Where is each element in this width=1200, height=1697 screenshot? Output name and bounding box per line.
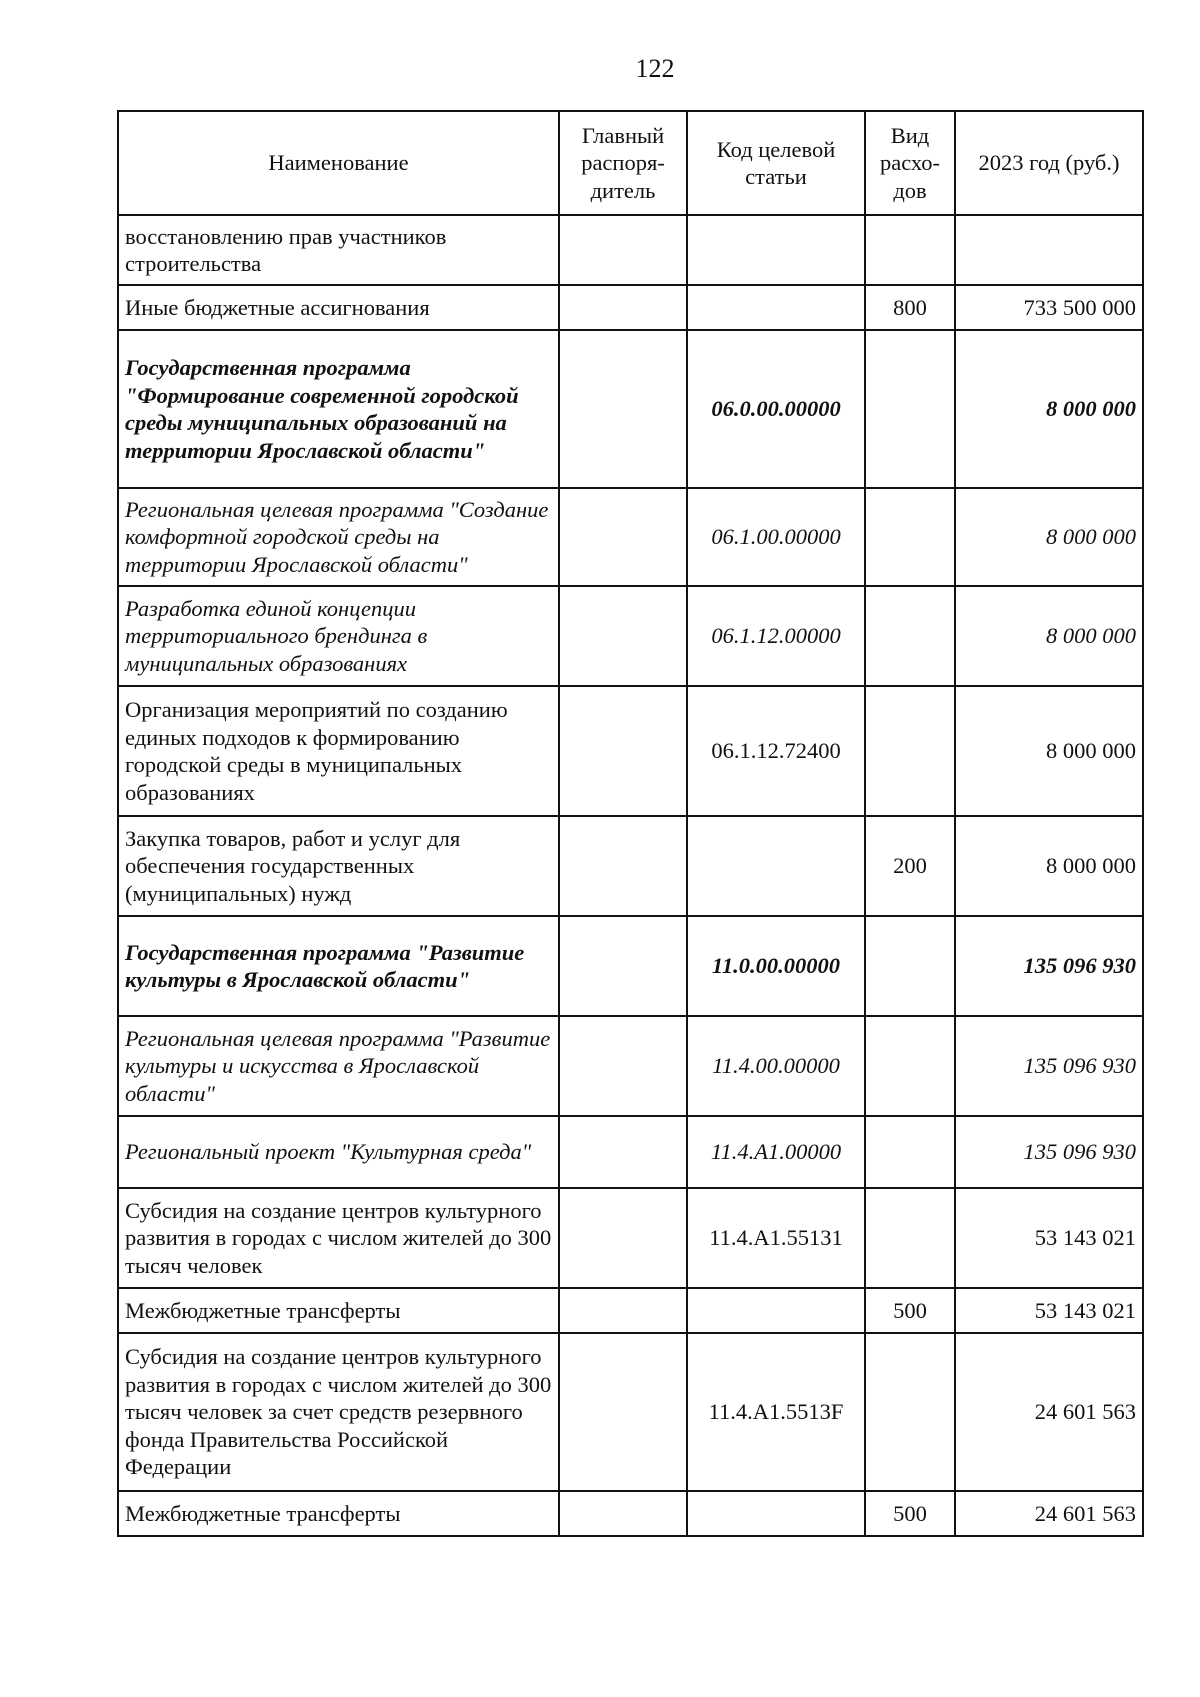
table-row [118, 686, 1143, 816]
cell-kind [865, 1188, 955, 1288]
table-row [118, 1188, 1143, 1288]
cell-sum: 53 143 021 [955, 1288, 1143, 1333]
cell-name: восстановлению прав участников строительства [118, 215, 559, 285]
cell-code: 11.4.A1.5513F [687, 1333, 865, 1491]
cell-sum: 8 000 000 [955, 816, 1143, 916]
table-row [118, 1116, 1143, 1188]
cell-code: 06.1.12.72400 [687, 686, 865, 816]
cell-sum: 8 000 000 [955, 686, 1143, 816]
cell-code [687, 816, 865, 916]
header-name: Наименование [118, 111, 559, 215]
cell-admin [559, 1288, 687, 1333]
cell-kind: 500 [865, 1288, 955, 1333]
cell-name: Межбюджетные трансферты [118, 1491, 559, 1536]
cell-admin [559, 215, 687, 285]
cell-code: 06.1.12.00000 [687, 586, 865, 686]
cell-code [687, 1491, 865, 1536]
table-row [118, 1333, 1143, 1491]
cell-admin [559, 330, 687, 488]
cell-sum: 8 000 000 [955, 330, 1143, 488]
cell-name: Региональный проект "Культурная среда" [118, 1116, 559, 1188]
cell-sum: 53 143 021 [955, 1188, 1143, 1288]
table-row [118, 586, 1143, 686]
cell-admin [559, 1116, 687, 1188]
table-row [118, 1288, 1143, 1333]
cell-sum: 135 096 930 [955, 1116, 1143, 1188]
cell-kind [865, 686, 955, 816]
cell-kind: 200 [865, 816, 955, 916]
cell-code: 11.0.00.00000 [687, 916, 865, 1016]
header-admin: Главный распоря-дитель [559, 111, 687, 215]
cell-sum: 135 096 930 [955, 1016, 1143, 1116]
budget-table [117, 110, 1144, 1537]
cell-kind [865, 488, 955, 586]
cell-code: 06.0.00.00000 [687, 330, 865, 488]
cell-admin [559, 1491, 687, 1536]
cell-admin [559, 1016, 687, 1116]
table-row [118, 916, 1143, 1016]
cell-code [687, 215, 865, 285]
cell-sum: 24 601 563 [955, 1491, 1143, 1536]
header-code: Код целевой статьи [687, 111, 865, 215]
cell-kind [865, 586, 955, 686]
cell-code: 11.4.00.00000 [687, 1016, 865, 1116]
cell-admin [559, 686, 687, 816]
cell-kind [865, 916, 955, 1016]
cell-name: Региональная целевая программа "Развитие культуры и искусства в Ярославской области" [118, 1016, 559, 1116]
cell-name: Организация мероприятий по созданию единых подходов к формированию городской среды в муниципальных образованиях [118, 686, 559, 816]
header-sum: 2023 год (руб.) [955, 111, 1143, 215]
table-row [118, 1016, 1143, 1116]
cell-name: Закупка товаров, работ и услуг для обеспечения государственных (муниципальных) нужд [118, 816, 559, 916]
table-row [118, 285, 1143, 330]
cell-kind [865, 215, 955, 285]
table-row [118, 330, 1143, 488]
table-header [118, 111, 1143, 215]
cell-name: Субсидия на создание центров культурного развития в городах с числом жителей до 300 тысяч человек за счет средств резервного фонда Правительства Российской Федерации [118, 1333, 559, 1491]
cell-sum: 8 000 000 [955, 488, 1143, 586]
cell-name: Субсидия на создание центров культурного развития в городах с числом жителей до 300 тысяч человек [118, 1188, 559, 1288]
cell-kind [865, 1016, 955, 1116]
cell-kind: 500 [865, 1491, 955, 1536]
table-body [118, 215, 1143, 1536]
cell-code [687, 285, 865, 330]
cell-sum: 733 500 000 [955, 285, 1143, 330]
page-number: 122 [635, 54, 675, 83]
table-row [118, 488, 1143, 586]
cell-admin [559, 1188, 687, 1288]
cell-code [687, 1288, 865, 1333]
cell-name: Разработка единой концепции территориального брендинга в муниципальных образованиях [118, 586, 559, 686]
cell-kind [865, 1116, 955, 1188]
cell-admin [559, 916, 687, 1016]
cell-kind: 800 [865, 285, 955, 330]
table-row [118, 816, 1143, 916]
cell-sum: 135 096 930 [955, 916, 1143, 1016]
cell-code: 06.1.00.00000 [687, 488, 865, 586]
header-kind: Вид расхо-дов [865, 111, 955, 215]
cell-admin [559, 488, 687, 586]
cell-name: Межбюджетные трансферты [118, 1288, 559, 1333]
cell-sum [955, 215, 1143, 285]
table-row [118, 215, 1143, 285]
cell-admin [559, 285, 687, 330]
table-row [118, 1491, 1143, 1536]
cell-kind [865, 1333, 955, 1491]
cell-name: Государственная программа "Развитие культуры в Ярославской области" [118, 916, 559, 1016]
cell-kind [865, 330, 955, 488]
cell-admin [559, 586, 687, 686]
cell-name: Государственная программа "Формирование современной городской среды муниципальных образований на территории Ярославской области" [118, 330, 559, 488]
cell-admin [559, 816, 687, 916]
cell-sum: 8 000 000 [955, 586, 1143, 686]
cell-code: 11.4.A1.00000 [687, 1116, 865, 1188]
cell-admin [559, 1333, 687, 1491]
cell-code: 11.4.A1.55131 [687, 1188, 865, 1288]
cell-sum: 24 601 563 [955, 1333, 1143, 1491]
cell-name: Иные бюджетные ассигнования [118, 285, 559, 330]
cell-name: Региональная целевая программа "Создание комфортной городской среды на территории Ярославской области" [118, 488, 559, 586]
